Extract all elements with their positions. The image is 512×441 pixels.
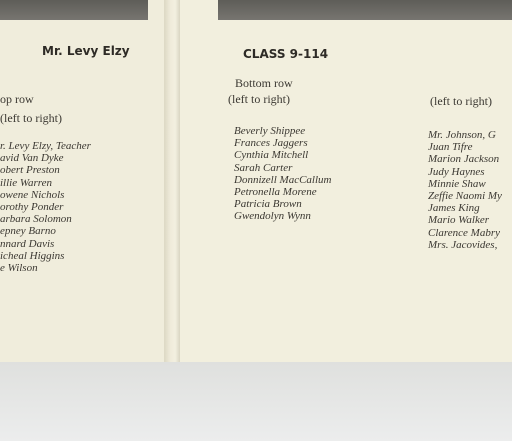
name-entry: icheal Higgins bbox=[0, 249, 65, 262]
name-entry: Zeffie Naomi My bbox=[428, 190, 502, 203]
name-entry: orothy Ponder bbox=[0, 201, 64, 214]
right-yearbook-page bbox=[180, 0, 512, 362]
left-photo-edge bbox=[0, 0, 148, 20]
bottom-row-label: Bottom row bbox=[235, 76, 293, 90]
right-photo-edge bbox=[218, 0, 512, 20]
name-entry: Mrs. Jacovides, bbox=[428, 238, 498, 251]
left-row-label: op row bbox=[0, 92, 34, 106]
name-entry: Minnie Shaw bbox=[428, 177, 486, 190]
name-entry: owene Nichols bbox=[0, 188, 65, 201]
name-entry: Patricia Brown bbox=[234, 198, 302, 211]
name-entry: nnard Davis bbox=[0, 237, 55, 250]
name-entry: r. Levy Elzy, Teacher bbox=[0, 140, 91, 152]
name-entry: Clarence Mabry bbox=[428, 226, 500, 239]
name-entry: Beverly Shippee bbox=[234, 125, 306, 137]
name-entry: Marion Jackson bbox=[428, 153, 500, 166]
left-names-list bbox=[0, 140, 91, 274]
teacher-heading: Mr. Levy Elzy bbox=[42, 44, 130, 58]
book-gutter bbox=[164, 0, 180, 362]
right-names-list bbox=[428, 129, 502, 251]
name-entry: Mr. Johnson, G bbox=[428, 129, 496, 141]
name-entry: Frances Jaggers bbox=[234, 137, 308, 150]
name-entry: Petronella Morene bbox=[234, 186, 317, 199]
name-entry: Juan Tifre bbox=[428, 141, 473, 154]
left-direction-label: (left to right) bbox=[0, 111, 62, 125]
name-entry: epney Barno bbox=[0, 225, 56, 238]
name-entry: James King bbox=[428, 202, 480, 215]
name-entry: e Wilson bbox=[0, 262, 38, 275]
name-entry: Gwendolyn Wynn bbox=[234, 210, 311, 223]
class-heading: CLASS 9-114 bbox=[243, 47, 329, 61]
table-surface bbox=[0, 362, 512, 441]
center-direction-label: (left to right) bbox=[228, 92, 290, 106]
name-entry: obert Preston bbox=[0, 164, 60, 177]
name-entry: arbara Solomon bbox=[0, 213, 72, 226]
center-names-list bbox=[234, 125, 331, 223]
name-entry: Mario Walker bbox=[428, 214, 490, 227]
name-entry: Sarah Carter bbox=[234, 161, 293, 174]
left-yearbook-page bbox=[0, 0, 164, 362]
name-entry: illie Warren bbox=[0, 176, 53, 189]
name-entry: avid Van Dyke bbox=[0, 152, 64, 165]
name-entry: Judy Haynes bbox=[428, 165, 485, 178]
right-direction-label: (left to right) bbox=[430, 94, 492, 108]
name-entry: Donnizell MacCallum bbox=[234, 173, 332, 186]
name-entry: Cynthia Mitchell bbox=[234, 149, 309, 162]
